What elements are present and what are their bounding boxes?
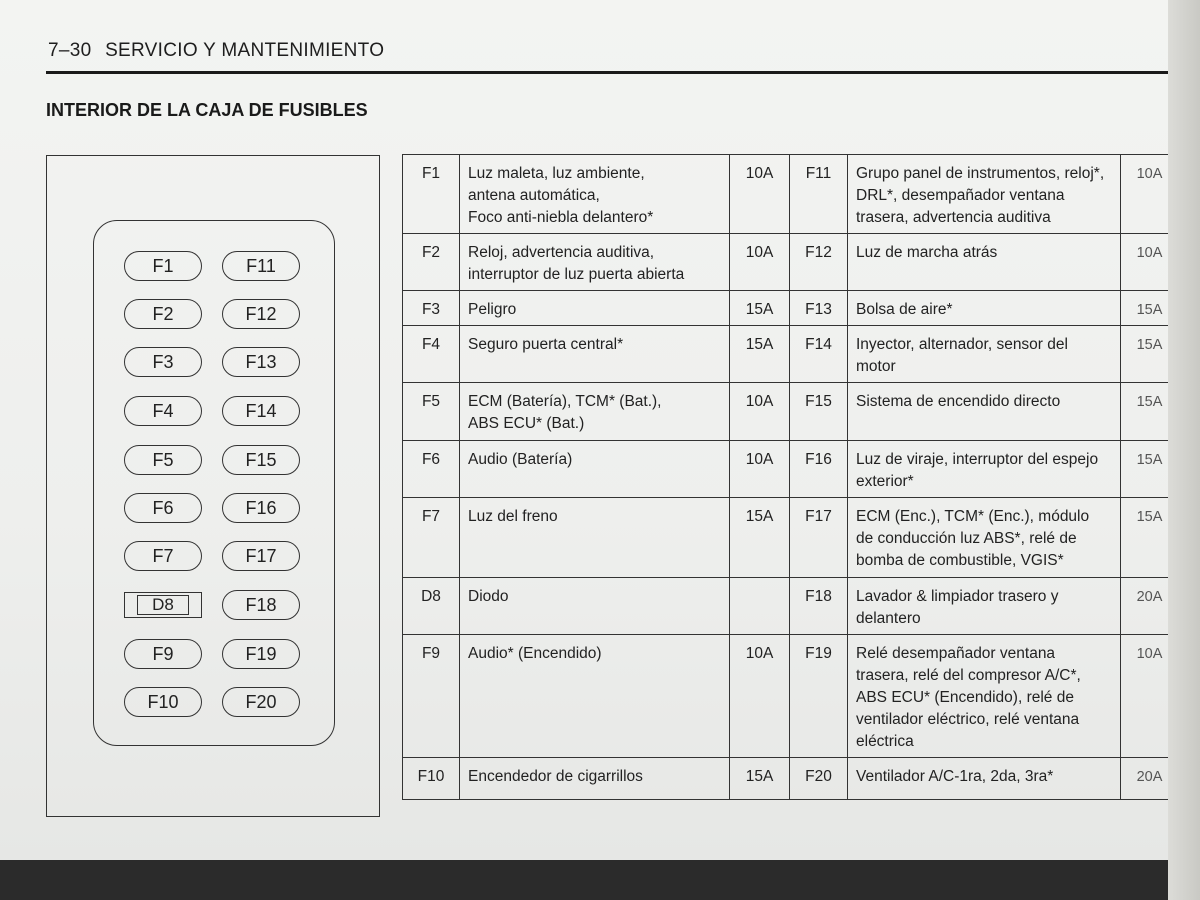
description-line: Foco anti-niebla delantero*: [468, 209, 654, 226]
description-line: antena automática,: [468, 187, 600, 204]
description-line: bomba de combustible, VGIS*: [856, 552, 1064, 569]
fuse-code: F7: [403, 498, 460, 578]
fuse-amperage: 15A: [1121, 326, 1179, 383]
fuse-amperage: 10A: [730, 635, 790, 758]
description-line: Seguro puerta central*: [468, 336, 624, 353]
table-row: [403, 758, 1179, 800]
fuse-code: F3: [403, 291, 460, 326]
fuse-description: [848, 234, 1121, 291]
description-line: Luz de viraje, interruptor del espejo: [856, 451, 1099, 468]
fuse-description: [460, 498, 730, 578]
description-line: eléctrica: [856, 733, 914, 750]
fuse-description: [848, 498, 1121, 578]
fuse-f2: F2: [124, 299, 202, 329]
fuse-description: [848, 758, 1121, 800]
fuse-f16: F16: [222, 493, 300, 523]
description-line: Sistema de encendido directo: [856, 393, 1061, 410]
fuse-amperage: 20A: [1121, 578, 1179, 635]
fuse-f19: F19: [222, 639, 300, 669]
fuse-description: [848, 441, 1121, 498]
description-line: Encendedor de cigarrillos: [468, 768, 643, 785]
fuse-f10: F10: [124, 687, 202, 717]
fuse-code: F13: [790, 291, 848, 326]
fuse-f6: F6: [124, 493, 202, 523]
fuse-code: F2: [403, 234, 460, 291]
fuse-amperage: 10A: [730, 383, 790, 441]
fuse-amperage: 15A: [730, 758, 790, 800]
fuse-code: F5: [403, 383, 460, 441]
description-line: Ventilador A/C-1ra, 2da, 3ra*: [856, 768, 1054, 785]
section-name: SERVICIO Y MANTENIMIENTO: [105, 40, 385, 61]
fuse-f4: F4: [124, 396, 202, 426]
fuse-code: F9: [403, 635, 460, 758]
fuse-description: [460, 155, 730, 234]
fuse-amperage: 15A: [1121, 441, 1179, 498]
page-number: 7–30: [48, 40, 92, 61]
fuse-description: [848, 155, 1121, 234]
fuse-amperage: 20A: [1121, 758, 1179, 800]
description-line: Grupo panel de instrumentos, reloj*,: [856, 165, 1105, 182]
fuse-f5: F5: [124, 445, 202, 475]
description-line: Lavador & limpiador trasero y: [856, 588, 1059, 605]
fuse-amperage: 15A: [1121, 383, 1179, 441]
fuse-code: F20: [790, 758, 848, 800]
fuse-description: [460, 635, 730, 758]
page-edge: [1168, 0, 1200, 900]
fuse-amperage: 15A: [1121, 291, 1179, 326]
description-line: ECM (Batería), TCM* (Bat.),: [468, 393, 662, 410]
fuse-amperage: 15A: [730, 291, 790, 326]
fuse-amperage: 10A: [1121, 234, 1179, 291]
description-line: Audio (Batería): [468, 451, 573, 468]
fuse-amperage: 10A: [730, 234, 790, 291]
fuse-description: [848, 326, 1121, 383]
table-row: [403, 234, 1179, 291]
section-title: INTERIOR DE LA CAJA DE FUSIBLES: [46, 100, 368, 120]
description-line: interruptor de luz puerta abierta: [468, 266, 685, 283]
fuse-table: [402, 154, 1179, 800]
description-line: Luz maleta, luz ambiente,: [468, 165, 645, 182]
fuse-code: F14: [790, 326, 848, 383]
description-line: trasera, advertencia auditiva: [856, 209, 1051, 226]
fuse-f20: F20: [222, 687, 300, 717]
fuse-f11: F11: [222, 251, 300, 281]
description-line: Luz de marcha atrás: [856, 244, 998, 261]
description-line: ABS ECU* (Encendido), relé de: [856, 689, 1074, 706]
fuse-f13: F13: [222, 347, 300, 377]
fuse-amperage: [730, 578, 790, 635]
description-line: Reloj, advertencia auditiva,: [468, 244, 655, 261]
table-row: [403, 291, 1179, 326]
description-line: delantero: [856, 610, 921, 627]
page-header: [48, 40, 384, 62]
fuse-description: [460, 234, 730, 291]
table-row: [403, 326, 1179, 383]
fuse-f18: F18: [222, 590, 300, 620]
table-row: [403, 635, 1179, 758]
fuse-description: [848, 291, 1121, 326]
description-line: ABS ECU* (Bat.): [468, 415, 585, 432]
fuse-amperage: 10A: [730, 441, 790, 498]
fuse-amperage: 10A: [730, 155, 790, 234]
diode-d8: [124, 592, 202, 618]
description-line: Bolsa de aire*: [856, 301, 953, 318]
description-line: Relé desempañador ventana: [856, 645, 1056, 662]
fuse-description: [848, 578, 1121, 635]
table-row: [403, 383, 1179, 441]
fuse-description: [460, 441, 730, 498]
table-row: [403, 155, 1179, 234]
fuse-code: F11: [790, 155, 848, 234]
fuse-f1: F1: [124, 251, 202, 281]
fuse-description: [460, 758, 730, 800]
fuse-f14: F14: [222, 396, 300, 426]
fuse-code: F18: [790, 578, 848, 635]
description-line: motor: [856, 358, 896, 375]
fuse-code: F10: [403, 758, 460, 800]
description-line: exterior*: [856, 473, 914, 490]
fuse-f12: F12: [222, 299, 300, 329]
fuse-f9: F9: [124, 639, 202, 669]
fuse-amperage: 10A: [1121, 635, 1179, 758]
description-line: DRL*, desempañador ventana: [856, 187, 1065, 204]
fuse-description: [460, 383, 730, 441]
fuse-code: F16: [790, 441, 848, 498]
fuse-amperage: 15A: [730, 498, 790, 578]
fuse-code: F19: [790, 635, 848, 758]
fuse-f15: F15: [222, 445, 300, 475]
fuse-description: [848, 383, 1121, 441]
fuse-diagram: [46, 155, 380, 817]
description-line: Audio* (Encendido): [468, 645, 602, 662]
description-line: Luz del freno: [468, 508, 558, 525]
table-row: [403, 441, 1179, 498]
fuse-code: F4: [403, 326, 460, 383]
diode-label: D8: [137, 595, 189, 615]
fuse-f7: F7: [124, 541, 202, 571]
fuse-code: F15: [790, 383, 848, 441]
fuse-amperage: 10A: [1121, 155, 1179, 234]
description-line: ECM (Enc.), TCM* (Enc.), módulo: [856, 508, 1090, 525]
fuse-f3: F3: [124, 347, 202, 377]
description-line: Diodo: [468, 588, 509, 605]
table-row: [403, 498, 1179, 578]
fuse-code: F12: [790, 234, 848, 291]
fuse-amperage: 15A: [730, 326, 790, 383]
fuse-f17: F17: [222, 541, 300, 571]
fuse-amperage: 15A: [1121, 498, 1179, 578]
fuse-box-outline: [93, 220, 335, 746]
fuse-code: F17: [790, 498, 848, 578]
description-line: Peligro: [468, 301, 517, 318]
fuse-code: D8: [403, 578, 460, 635]
description-line: trasera, relé del compresor A/C*,: [856, 667, 1081, 684]
fuse-description: [848, 635, 1121, 758]
description-line: Inyector, alternador, sensor del: [856, 336, 1068, 353]
table-row: [403, 578, 1179, 635]
fuse-description: [460, 326, 730, 383]
fuse-description: [460, 291, 730, 326]
fuse-code: F6: [403, 441, 460, 498]
description-line: de conducción luz ABS*, relé de: [856, 530, 1077, 547]
fuse-description: [460, 578, 730, 635]
header-rule: [46, 71, 1170, 74]
description-line: ventilador eléctrico, relé ventana: [856, 711, 1080, 728]
fuse-code: F1: [403, 155, 460, 234]
